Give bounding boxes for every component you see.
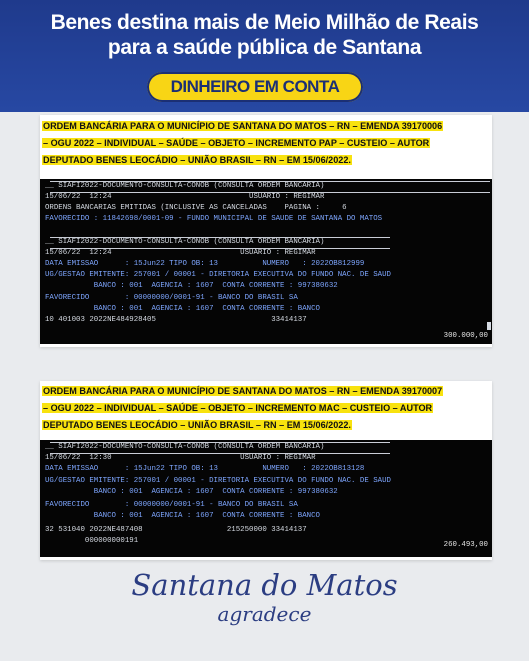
- terminal-2-line: __ SIAFI2022-DOCUMENTO-CONSULTA-CONOB (CONSULTA ORDEM BANCARIA): [45, 443, 325, 451]
- order-card-1: [40, 115, 492, 347]
- order-2-line-2: – OGU 2022 – INDIVIDUAL – SAÚDE – OBJETO – INCREMENTO MAC – CUSTEIO – AUTOR: [43, 403, 433, 413]
- terminal-1-line: FAVORECIDO : 11842698/0001-09 - FUNDO MUNICIPAL DE SAUDE DE SANTANA DO MATOS: [45, 215, 383, 223]
- terminal-1-line: UG/GESTAO EMITENTE: 257001 / 00001 - DIRETORIA EXECUTIVA DO FUNDO NAC. DE SAUD: [45, 271, 391, 279]
- terminal-2-line: UG/GESTAO EMITENTE: 257001 / 00001 - DIRETORIA EXECUTIVA DO FUNDO NAC. DE SAUD: [45, 477, 391, 485]
- terminal-2-line: 32 531040 2022NE487408 215250000 33414137: [45, 526, 307, 534]
- terminal-1-line: DATA EMISSAO : 15Jun22 TIPO OB: 13 NUMERO : 2022OB812999: [45, 260, 365, 268]
- terminal-1-line: 15/06/22 12:24 USUARIO : REGIMAR: [45, 249, 316, 257]
- terminal-screenshot-1: [40, 179, 492, 344]
- terminal-2-line: BANCO : 001 AGENCIA : 1607 CONTA CORRENTE : 997380632: [45, 488, 338, 496]
- order-text-2: [42, 383, 498, 434]
- order-1-line-1: ORDEM BANCÁRIA PARA O MUNICÍPIO DE SANTANA DO MATOS – RN – EMENDA 39170006: [43, 121, 443, 131]
- terminal-2-line: 000000000191: [45, 537, 139, 545]
- terminal-1-line: BANCO : 001 AGENCIA : 1607 CONTA CORRENTE : 997380632: [45, 282, 338, 290]
- order-text-1: [42, 118, 498, 169]
- headline: [0, 10, 529, 60]
- terminal-1-line: BANCO : 001 AGENCIA : 1607 CONTA CORRENTE : BANCO: [45, 305, 320, 313]
- terminal-2-line: 15/06/22 12:30 USUARIO : REGIMAR: [45, 454, 316, 462]
- terminal-1-line: 10 401003 2022NE484928405 33414137: [45, 316, 307, 324]
- order-2-line-3: DEPUTADO BENES LEOCÁDIO – UNIÃO BRASIL – RN – EM 15/06/2022.: [43, 420, 351, 430]
- signature-santana-do-matos: Santana do Matos: [131, 568, 398, 602]
- terminal-1-line: 15/06/22 12:24 USUARIO : REGIMAR: [45, 193, 325, 201]
- terminal-2-line: DATA EMISSAO : 15Jun22 TIPO OB: 13 NUMERO : 2022OB813128: [45, 465, 365, 473]
- terminal-1-line: __ SIAFI2022-DOCUMENTO-CONSULTA-CONOB (CONSULTA ORDEM BANCARIA): [45, 182, 325, 190]
- headline-line-2: para a saúde pública de Santana: [107, 36, 422, 59]
- terminal-1-line: FAVORECIDO : 00000000/0001-91 - BANCO DO BRASIL SA: [45, 294, 298, 302]
- order-1-line-3: DEPUTADO BENES LEOCÁDIO – UNIÃO BRASIL – RN – EM 15/06/2022.: [43, 155, 351, 165]
- terminal-1-line: __ SIAFI2022-DOCUMENTO-CONSULTA-CONOB (CONSULTA ORDEM BANCARIA): [45, 238, 325, 246]
- order-1-line-2: – OGU 2022 – INDIVIDUAL – SAÚDE – OBJETO – INCREMENTO PAP – CUSTEIO – AUTOR: [43, 138, 430, 148]
- terminal-2-total: 260.493,00: [443, 541, 488, 549]
- signature-agradece: agradece: [217, 602, 312, 626]
- order-card-2: [40, 381, 492, 560]
- headline-line-1: Benes destina mais de Meio Milhão de Reais: [50, 11, 479, 34]
- order-2-line-1: ORDEM BANCÁRIA PARA O MUNICÍPIO DE SANTANA DO MATOS – RN – EMENDA 39170007: [43, 386, 443, 396]
- terminal-1-cursor: [487, 322, 491, 330]
- terminal-1-total: 300.000,00: [443, 332, 488, 340]
- terminal-2-line: FAVORECIDO : 00000000/0001-91 - BANCO DO BRASIL SA: [45, 501, 298, 509]
- terminal-1-line: ORDENS BANCARIAS EMITIDAS (INCLUSIVE AS CANCELADAS PAGINA : 6: [45, 204, 347, 212]
- badge-dinheiro-em-conta: DINHEIRO EM CONTA: [147, 72, 363, 102]
- terminal-screenshot-2: [40, 440, 492, 557]
- terminal-2-line: BANCO : 001 AGENCIA : 1607 CONTA CORRENTE : BANCO: [45, 512, 320, 520]
